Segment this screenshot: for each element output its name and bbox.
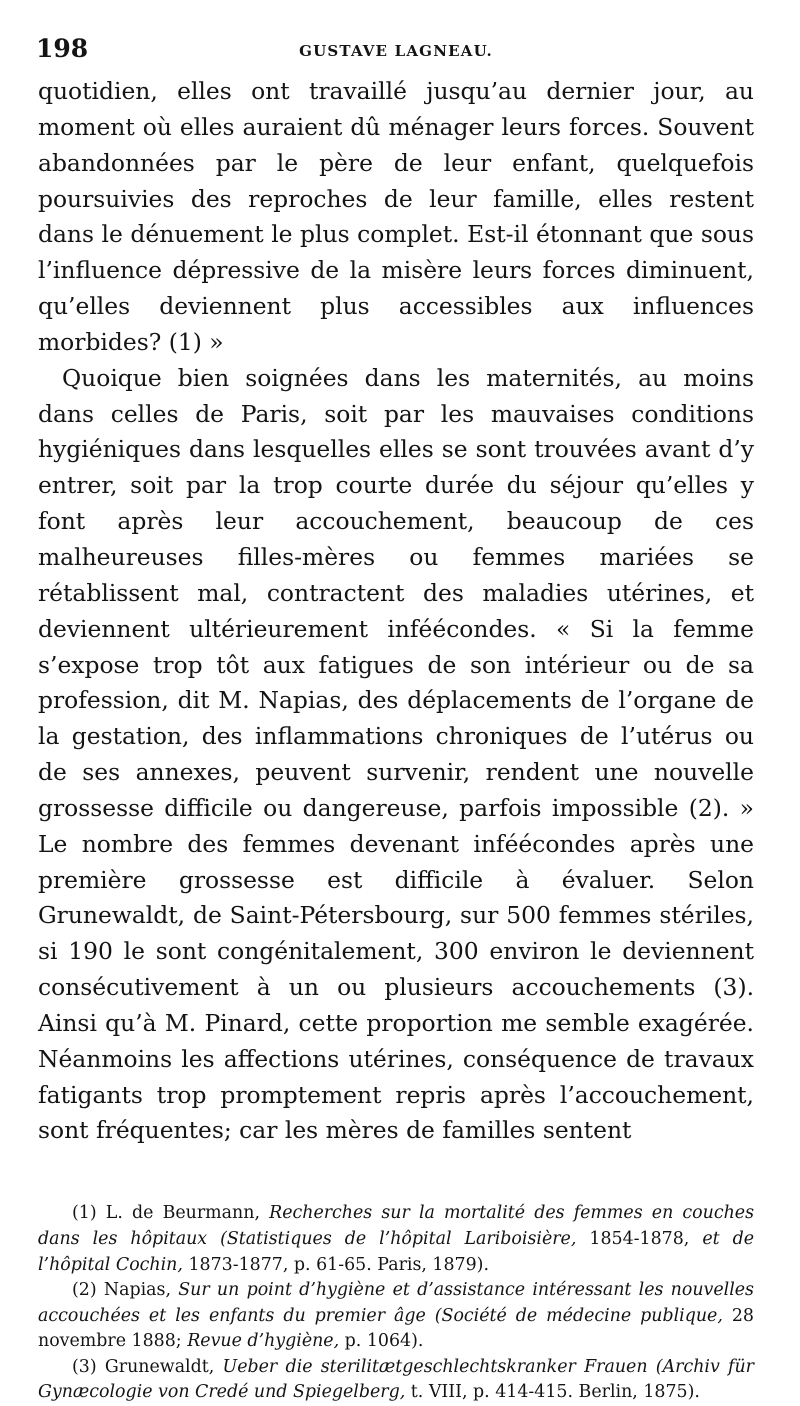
paragraph: quotidien, elles ont travaillé jusqu’au dernier jour, au moment où elles auraient dû ménager leurs forces. Souvent abandonnées par le père de leur enfant, quelquefois poursuivies des reproches de leur famille, elles restent dans le dénuement le plus complet. Est-il étonnant que sous l’influence dépressive de la misère leurs forces diminuent, qu’elles deviennent plus accessibles aux influences morbides? (1) »	[38, 77, 754, 356]
footnote-detail: t. VIII, p. 414-415. Berlin, 1875).	[410, 1382, 700, 1403]
footnote-detail: 1873-1877, p. 61-65. Paris, 1879).	[188, 1254, 489, 1275]
footnote	[38, 1355, 754, 1406]
footnotes	[38, 1201, 754, 1406]
footnote	[38, 1201, 754, 1278]
footnote-mark: (2)	[72, 1280, 97, 1301]
footnote-author: L. de Beurmann,	[105, 1203, 260, 1224]
footnote-mark: (1)	[72, 1203, 97, 1224]
footnote-detail: p. 1064).	[344, 1331, 424, 1352]
footnote-detail: 1854-1878,	[589, 1228, 690, 1249]
footnote-title: et de l’hôpital Cochin,	[38, 1228, 755, 1275]
page-number: 198	[36, 34, 89, 63]
page-header	[38, 34, 754, 74]
footnote-title: Revue d’hygiène,	[187, 1331, 340, 1352]
footnote-title: Ueber die sterilitætgeschlechtskranker Frauen (Archiv für Gynæcologie von Credé und Spiegelberg,	[38, 1356, 754, 1403]
footnote-detail: 28 novembre 1888;	[38, 1305, 754, 1352]
footnote-author: Grunewaldt,	[104, 1356, 215, 1377]
paragraph: Quoique bien soignées dans les maternités, au moins dans celles de Paris, soit par les mauvaises conditions hygiéniques dans lesquelles elles se sont trouvées avant d’y entrer, soit par la trop courte durée du séjour qu’elles y font après leur accouchement, beaucoup de ces malheureuses filles-mères ou femmes mariées se rétablissent mal, contractent des maladies utérines, et deviennent ultérieurement inféécondes. « Si la femme s’expose trop tôt aux fatigues de son intérieur ou de sa profession, dit M. Napias, des déplacements de l’organe de la gestation, des inflammations chroniques de l’utérus ou de ses annexes, peuvent survenir, rendent une nouvelle grossesse difficile ou dangereuse, parfois impossible (2). » Le nombre des femmes devenant inféécondes après une première grossesse est difficile à évaluer. Selon Grunewaldt, de Saint-Pétersbourg, sur 500 femmes stériles, si 190 le sont congénitalement, 300 environ le deviennent consécutivement à un ou plusieurs accouchements (3). Ainsi qu’à M. Pinard, cette proportion me semble exagérée. Néanmoins les affections utérines, conséquence de travaux fatigants trop promptement repris après l’accouchement, sont fréquentes; car les mères de familles sentent	[38, 363, 754, 1145]
footnote	[38, 1278, 754, 1355]
footnote-mark: (3)	[72, 1356, 97, 1377]
footnote-title: Recherches sur la mortalité des femmes en couches dans les hôpitaux (Statistiques de l’hôpital Lariboisière,	[38, 1203, 754, 1249]
footnote-title: Sur un point d’hygiène et d’assistance intéressant les nouvelles accouchées et les enfants du premier âge (Société de médecine publique,	[38, 1280, 754, 1326]
running-head: GUSTAVE LAGNEAU.	[299, 42, 493, 60]
footnote-author: Napias,	[103, 1280, 171, 1301]
body-text	[38, 74, 754, 1149]
